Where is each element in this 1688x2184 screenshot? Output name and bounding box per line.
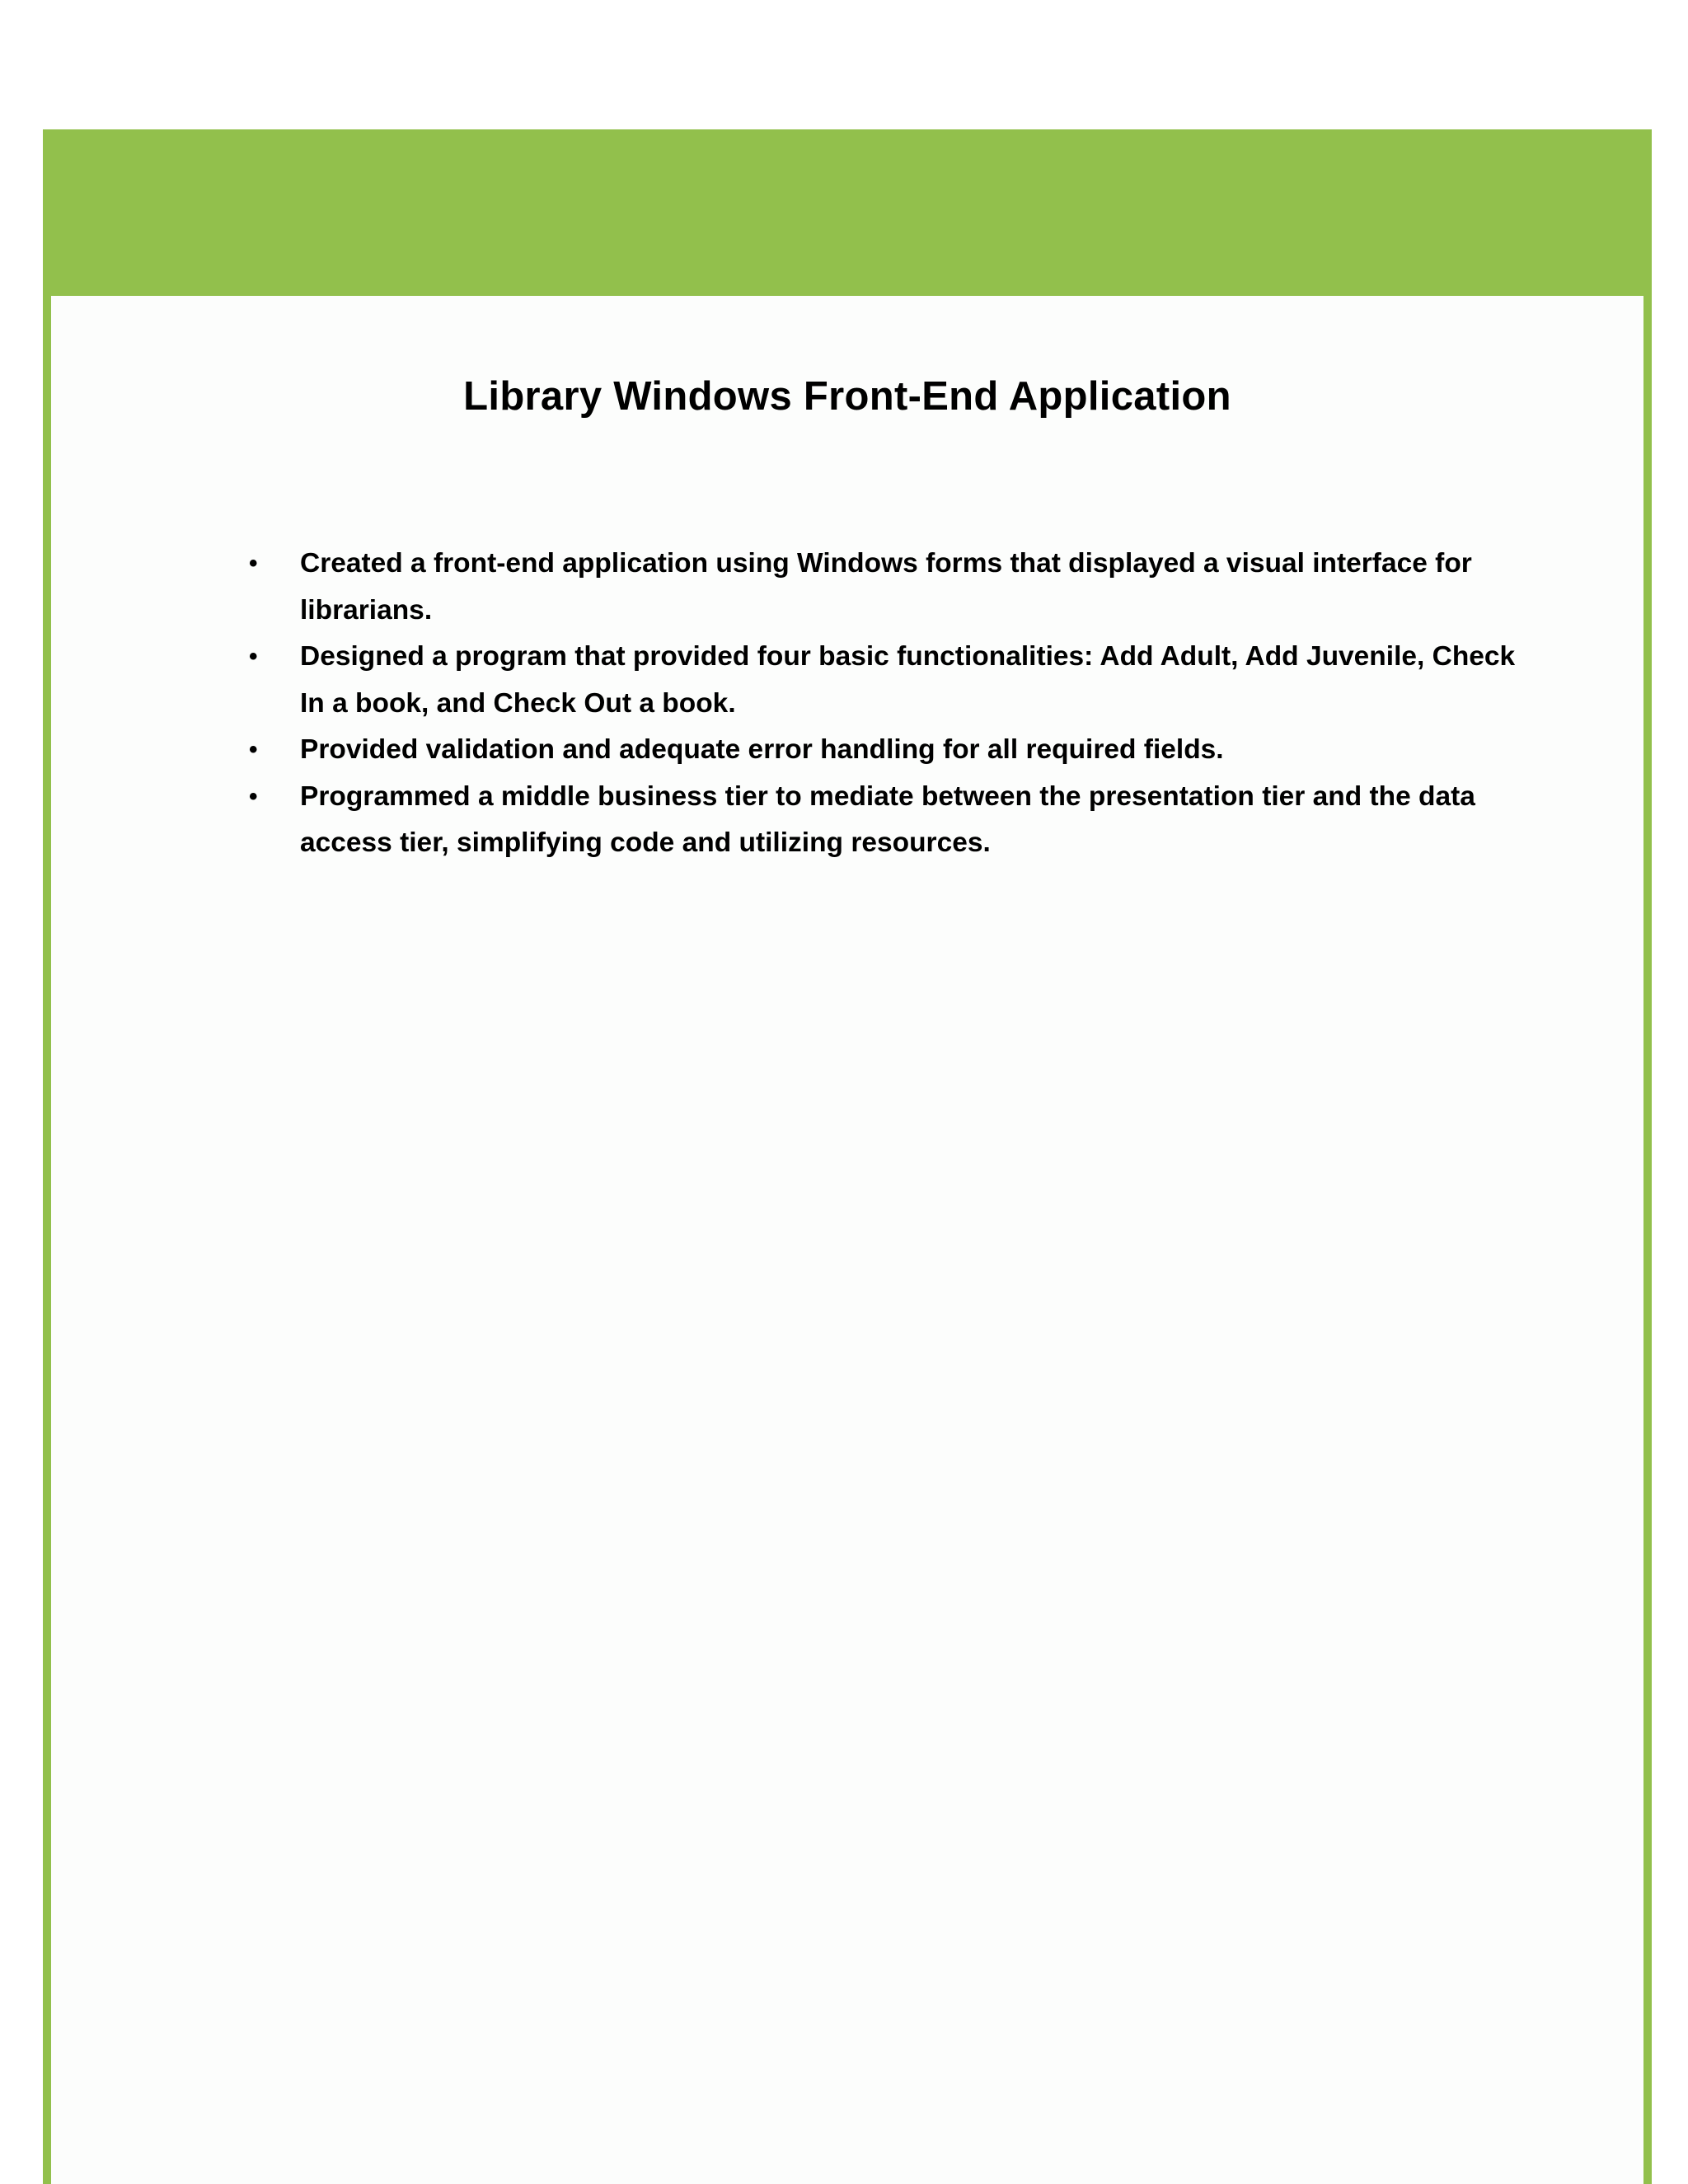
- bullet-list: [249, 541, 1535, 867]
- list-item-text: Programmed a middle business tier to mediate between the presentation tier and the data access tier, simplifying code and utilizing resources.: [300, 780, 1475, 858]
- list-item: [249, 727, 1535, 774]
- page-frame: [43, 129, 1652, 2184]
- list-item-text: Created a front-end application using Windows forms that displayed a visual interface for librarians.: [300, 548, 1472, 626]
- list-item: [249, 541, 1535, 634]
- list-item-text: Designed a program that provided four basic functionalities: Add Adult, Add Juvenile, Check In a book, and Check Out a book.: [300, 641, 1516, 719]
- bullet-icon: •: [249, 736, 258, 763]
- bullet-icon: •: [249, 782, 258, 810]
- page-content: [51, 296, 1643, 2184]
- bullet-icon: •: [249, 550, 258, 577]
- bullet-icon: •: [249, 643, 258, 670]
- list-item: [249, 634, 1535, 727]
- list-item: [249, 774, 1535, 867]
- header-band: [43, 129, 1652, 296]
- page-title: Library Windows Front-End Application: [463, 374, 1231, 419]
- list-item-text: Provided validation and adequate error handling for all required fields.: [300, 734, 1224, 765]
